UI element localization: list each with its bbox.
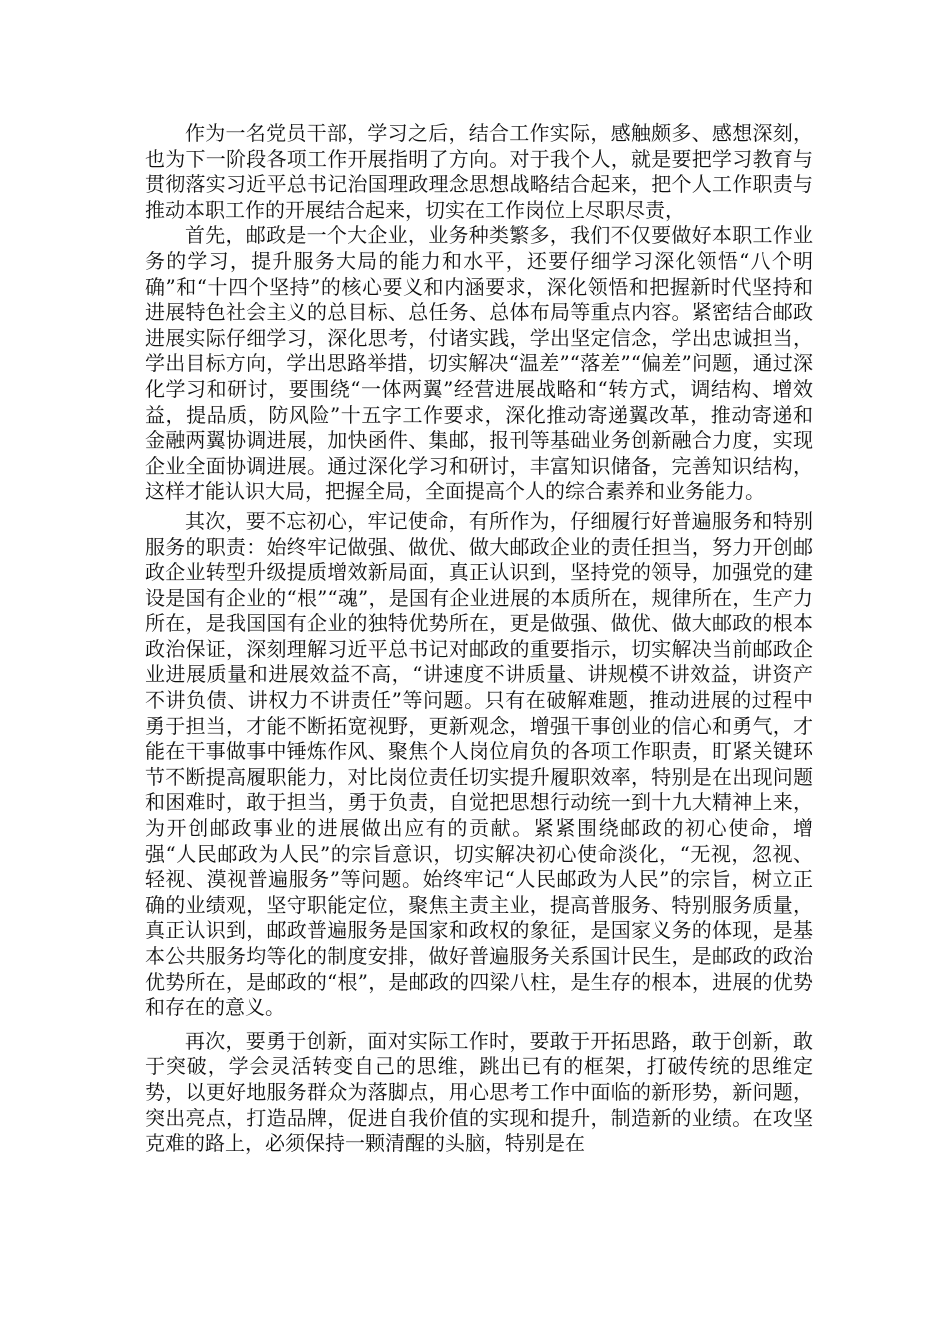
paragraph-intro: 作为一名党员干部，学习之后，结合工作实际，感触颇多、感想深刻，也为下一阶段各项工作开展指明了方向。对于我个人，就是要把学习教育与贯彻落实习近平总书记治国理政理念思想战略结合起来，把个人工作职责与推动本职工作的开展结合起来，切实在工作岗位上尽职尽责， <box>145 121 813 222</box>
document-body <box>145 121 813 1157</box>
paragraph-first: 首先，邮政是一个大企业，业务种类繁多，我们不仅要做好本职工作业务的学习，提升服务大局的能力和水平，还要仔细学习深化领悟“八个明确”和“十四个坚持”的核心要义和内涵要求，深化领悟和把握新时代坚持和进展特色社会主义的总目标、总任务、总体布局等重点内容。紧密结合邮政进展实际仔细学习，深化思考，付诸实践，学出坚定信念，学出忠诚担当，学出目标方向，学出思路举措，切实解决“温差”“落差”“偏差”问题，通过深化学习和研讨，要围绕“一体两翼”经营进展战略和“转方式，调结构、增效益，提品质，防风险”十五字工作要求，深化推动寄递翼改革，推动寄递和金融两翼协调进展，加快函件、集邮，报刊等基础业务创新融合力度，实现企业全面协调进展。通过深化学习和研讨，丰富知识储备，完善知识结构，这样才能认识大局，把握全局，全面提高个人的综合素养和业务能力。 <box>145 223 813 504</box>
paragraph-second: 其次，要不忘初心，牢记使命，有所作为，仔细履行好普遍服务和特别服务的职责：始终牢记做强、做优、做大邮政企业的责任担当，努力开创邮政企业转型升级提质增效新局面，真正认识到，坚持党的领导，加强党的建设是国有企业的“根”“魂”，是国有企业进展的本质所在，规律所在，生产力所在，是我国国有企业的独特优势所在，更是做强、做优、做大邮政的根本政治保证，深刻理解习近平总书记对邮政的重要指示，切实解决当前邮政企业进展质量和进展效益不高，“讲速度不讲质量、讲规模不讲效益，讲资产不讲负债、讲权力不讲责任”等问题。只有在破解难题，推动进展的过程中勇于担当，才能不断拓宽视野，更新观念，增强干事创业的信心和勇气，才能在干事做事中锤炼作风、聚焦个人岗位肩负的各项工作职责，盯紧关键环节不断提高履职能力，对比岗位责任切实提升履职效率，特别是在出现问题和困难时，敢于担当，勇于负责，自觉把思想行动统一到十九大精神上来，为开创邮政事业的进展做出应有的贡献。紧紧围绕邮政的初心使命，增强“人民邮政为人民”的宗旨意识，切实解决初心使命淡化，“无视，忽视、轻视、漠视普遍服务”等问题。始终牢记“人民邮政为人民”的宗旨，树立正确的业绩观，坚守职能定位，聚焦主责主业，提高普服务、特别服务质量，真正认识到，邮政普遍服务是国家和政权的象征，是国家义务的体现，是基本公共服务均等化的制度安排，做好普遍服务关系国计民生，是邮政的政治优势所在，是邮政的“根”，是邮政的四梁八柱，是生存的根本，进展的优势和存在的意义。 <box>145 508 813 1020</box>
paragraph-third: 再次，要勇于创新，面对实际工作时，要敢于开拓思路，敢于创新，敢于突破，学会灵活转变自己的思维，跳出已有的框架，打破传统的思维定势，以更好地服务群众为落脚点，用心思考工作中面临的新形势，新问题，突出亮点，打造品牌，促进自我价值的实现和提升，制造新的业绩。在攻坚克难的路上，必须保持一颗清醒的头脑，特别是在 <box>145 1028 813 1156</box>
